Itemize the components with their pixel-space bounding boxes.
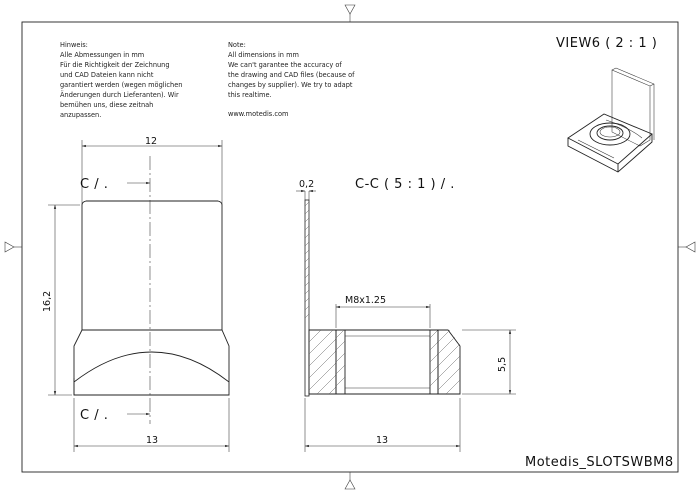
view-label: VIEW6 ( 2 : 1 ) — [556, 36, 658, 51]
section-label: C-C ( 5 : 1 ) / . — [355, 177, 455, 192]
note-german-line: Änderungen durch Lieferanten). Wir — [60, 91, 179, 99]
dim-section-width: 13 — [376, 435, 389, 446]
note-english-line: the drawing and CAD files (because of — [228, 71, 355, 79]
dim-top-width: 12 — [145, 136, 158, 147]
note-english-heading: Note: — [228, 41, 246, 49]
note-english-line: All dimensions in mm — [228, 51, 299, 59]
note-german — [60, 41, 182, 119]
note-german-line: garantiert werden (wegen möglichen — [60, 81, 183, 89]
section-marker-top: C / . — [80, 177, 109, 192]
note-german-line: bemühen uns, diese zeitnah — [60, 101, 154, 109]
dim-section-height: 5,5 — [497, 356, 508, 372]
note-english-line: We can't garantee the accuracy of — [228, 61, 342, 69]
sheet-border — [22, 22, 678, 472]
title-block-part-name: Motedis_SLOTSWBM8 — [525, 455, 674, 470]
front-view — [42, 136, 229, 452]
note-german-heading: Hinweis: — [60, 41, 88, 49]
note-german-line: Alle Abmessungen in mm — [60, 51, 145, 59]
dim-bottom-width: 13 — [146, 435, 159, 446]
dim-thread: M8x1.25 — [345, 295, 387, 306]
note-english-line: this realtime. — [228, 91, 272, 99]
note-german-line: anzupassen. — [60, 111, 102, 119]
note-german-line: und CAD Dateien kann nicht — [60, 71, 154, 79]
section-view — [296, 177, 516, 452]
note-english — [228, 41, 355, 118]
section-marker-bottom: C / . — [80, 408, 109, 423]
dim-height: 16,2 — [42, 290, 53, 312]
note-english-line: changes by supplier). We try to adapt — [228, 81, 353, 89]
dim-thickness: 0,2 — [299, 179, 315, 190]
note-german-line: Für die Richtigkeit der Zeichnung — [60, 61, 170, 69]
note-english-website: www.motedis.com — [228, 110, 289, 118]
isometric-view — [568, 68, 654, 172]
